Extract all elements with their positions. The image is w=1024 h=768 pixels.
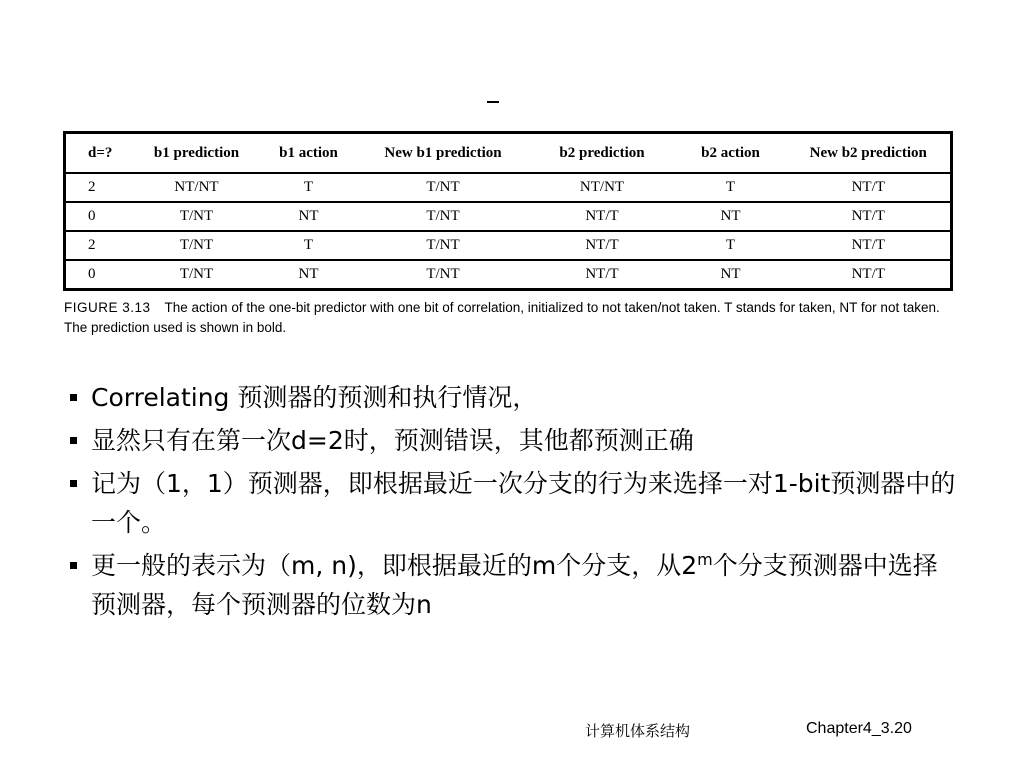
figure-label: FIGURE 3.13	[64, 300, 151, 315]
bullet-text: 记为（1，1）预测器，即根据最近一次分支的行为来选择一对1-bit预测器中的一个。	[91, 469, 956, 537]
table-cell: NT/T	[851, 266, 885, 282]
table-cell: NT/T	[530, 202, 675, 231]
footer-course-title: 计算机体系结构	[585, 722, 691, 740]
header-cell: New b1 prediction	[357, 133, 530, 174]
bullet-text-continued: 个分支预测器中选择预测器，每个预测器的位数为n	[91, 551, 938, 619]
table-cell: T	[261, 173, 357, 202]
header-cell: b2 action	[675, 133, 787, 174]
table-cell: NT/T	[787, 202, 952, 231]
table-cell: 2	[65, 231, 133, 260]
table-cell: NT/T	[787, 173, 952, 202]
header-cell: b2 prediction	[530, 133, 675, 174]
table-cell: NT/T	[585, 266, 619, 282]
header-cell: b1 prediction	[133, 133, 261, 174]
table-cell: T/NT	[357, 202, 530, 231]
square-bullet-icon	[70, 394, 77, 401]
table-cell: T/NT	[426, 266, 460, 282]
square-bullet-icon	[70, 562, 77, 569]
bullet-item	[68, 421, 958, 460]
table-cell: T/NT	[133, 202, 261, 231]
table-cell: T	[261, 231, 357, 260]
bullet-item	[68, 378, 958, 417]
table-cell: NT/T	[787, 231, 952, 260]
footer-page-number: Chapter4_3.20	[806, 720, 912, 737]
table-row	[65, 260, 952, 290]
header-cell: d=?	[65, 133, 133, 174]
bullet-item	[68, 546, 958, 624]
figure-caption	[64, 298, 954, 338]
figure-caption-text: The action of the one-bit predictor with one bit of correlation, initialized to not taken/not taken. T stands for taken, NT for not taken. The prediction used is shown in bold.	[64, 300, 940, 335]
table-row	[65, 173, 952, 202]
table-cell: NT/NT	[133, 173, 261, 202]
table-cell: T	[675, 173, 787, 202]
bullet-text: 显然只有在第一次d=2时，预测错误，其他都预测正确	[91, 426, 694, 455]
bullet-list	[68, 378, 958, 628]
table-cell: NT	[298, 266, 319, 282]
square-bullet-icon	[70, 437, 77, 444]
table-cell: T/NT	[133, 231, 261, 260]
table-header-row	[65, 133, 952, 174]
table-cell: T/NT	[179, 266, 214, 282]
bullet-item	[68, 464, 958, 542]
table-cell: T/NT	[357, 231, 530, 260]
header-cell: b1 action	[261, 133, 357, 174]
table-cell: T	[675, 231, 787, 260]
table-row	[65, 202, 952, 231]
dash-mark	[487, 101, 499, 103]
square-bullet-icon	[70, 480, 77, 487]
table-cell: NT	[720, 266, 741, 282]
table-row	[65, 231, 952, 260]
predictor-table	[63, 131, 953, 291]
table-cell: NT	[261, 202, 357, 231]
table-cell: T/NT	[357, 173, 530, 202]
table-cell: 0	[88, 266, 96, 282]
header-cell: New b2 prediction	[787, 133, 952, 174]
table-cell: NT	[675, 202, 787, 231]
superscript-m: m	[697, 550, 713, 569]
table-cell: 2	[65, 173, 133, 202]
table-cell: 0	[65, 202, 133, 231]
bullet-text: 更一般的表示为（m, n)，即根据最近的m个分支，从2	[91, 551, 698, 580]
table-cell: NT/T	[530, 231, 675, 260]
bullet-text: Correlating 预测器的预测和执行情况，	[91, 383, 538, 412]
table-cell: NT/NT	[530, 173, 675, 202]
